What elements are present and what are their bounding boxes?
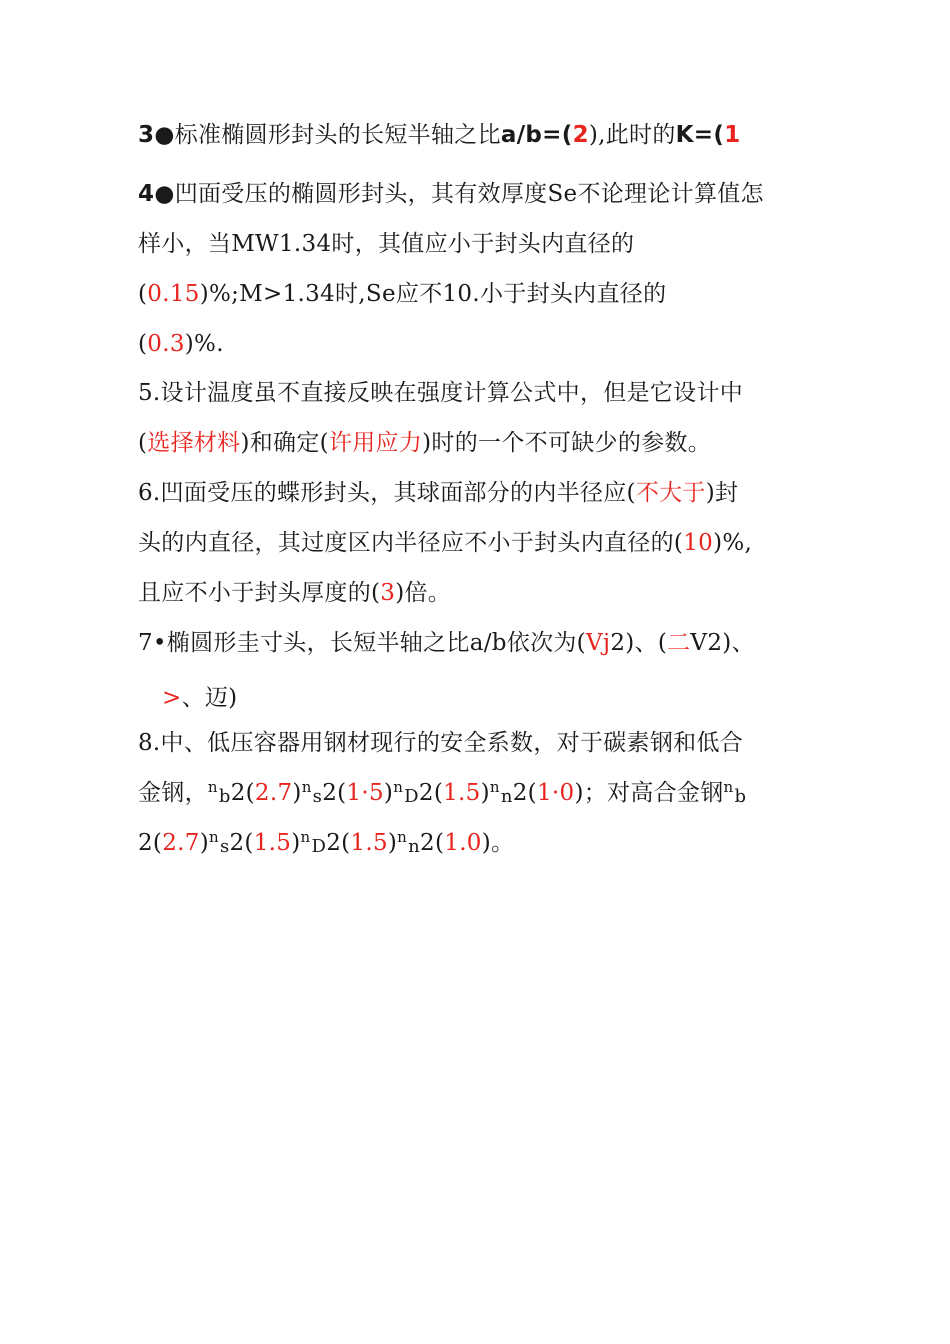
item-7-text-1c: V2)、 — [690, 630, 755, 656]
paren-close: ) — [480, 780, 490, 806]
n-symbol: n — [207, 778, 218, 796]
item-7-line-2 — [162, 683, 237, 713]
n-subscript-d: D — [311, 836, 327, 857]
item-4-line-4 — [138, 329, 224, 359]
n-subscript-s: s — [312, 786, 323, 807]
item-7-answer-3: > — [162, 685, 182, 711]
item-8-answer-nd: 1.5 — [443, 780, 481, 806]
item-3-number: 3● — [138, 122, 175, 148]
n-symbol: n — [723, 778, 734, 796]
item-4-line-2: 样小，当MW1.34时，其值应小于封头内直径的 — [138, 231, 635, 257]
item-4-text-1: 凹面受压的椭圆形封头，其有效厚度Se不论理论计算值怎 — [174, 181, 764, 207]
item-8-alloy-answer-nb: 2.7 — [162, 830, 200, 856]
n-symbol: n — [489, 778, 500, 796]
paren-close: ) — [199, 830, 209, 856]
ge-two-paren: 2( — [326, 830, 351, 856]
item-3-ab: a/b=( — [500, 122, 573, 148]
n-symbol: n — [208, 828, 219, 846]
item-5-answer-2: 许用应力 — [328, 430, 423, 456]
item-6-line-3 — [138, 578, 451, 608]
item-4-line-1 — [138, 179, 764, 209]
ge-two-paren: 2( — [229, 830, 254, 856]
item-6-answer-2: 10 — [683, 530, 714, 556]
paren-close: ) — [291, 830, 301, 856]
item-3-answer-ab: 2 — [572, 122, 589, 148]
item-6-text-3: 且应不小于封头厚度的( — [138, 580, 381, 606]
paren-close: ) — [387, 830, 398, 856]
item-5-answer-1: 选择材料 — [147, 430, 241, 456]
item-8-end: )。 — [481, 830, 515, 856]
item-6-answer-3: 3 — [380, 580, 396, 606]
item-6-text-2: 头的内直径，其过度区内半径应不小于封头内直径的( — [138, 530, 684, 556]
item-8-answer-ns: 1·5 — [346, 780, 384, 806]
ge-two-paren: 2( — [322, 780, 347, 806]
item-8-line-1: 8.中、低压容器用钢材现行的安全系数，对于碳素钢和低合 — [138, 730, 744, 756]
n-subscript-s: s — [219, 836, 230, 857]
n-subscript-n: n — [408, 836, 421, 857]
item-3-text-b: ),此时的 — [588, 122, 676, 148]
item-8-line-2 — [138, 778, 746, 810]
item-8-alloy-answer-ns: 1.5 — [253, 830, 292, 856]
n-subscript-b: b — [218, 786, 231, 807]
item-3-line — [138, 120, 741, 150]
item-3-answer-k: 1 — [724, 122, 741, 148]
item-5-text-rest: )时的一个不可缺少的参数。 — [422, 430, 712, 456]
ge-two-paren: 2( — [138, 830, 163, 856]
item-7-text-1: 7•椭圆形圭寸头，长短半轴之比a/b依次为( — [138, 630, 586, 656]
item-8-alloy-answer-nd: 1.5 — [350, 830, 388, 856]
paren-open: ( — [138, 430, 148, 456]
n-subscript-d: D — [404, 786, 419, 807]
item-6-answer-1: 不大于 — [635, 480, 706, 506]
paren-open: ( — [138, 281, 148, 307]
item-8-text-alloy: )；对高合金钢 — [574, 780, 724, 806]
n-symbol: n — [300, 828, 311, 846]
item-7-text-1b: 2)、( — [610, 630, 668, 656]
paren-close: ) — [383, 780, 394, 806]
item-6-line-1 — [138, 478, 738, 508]
item-8-answer-nb: 2.7 — [254, 780, 293, 806]
n-symbol: n — [301, 778, 312, 796]
item-8-alloy-answer-nn: 1.0 — [444, 830, 482, 856]
item-5-text-mid: )和确定( — [240, 430, 329, 456]
item-3-k: K=( — [675, 122, 725, 148]
ge-two-paren: 2( — [230, 780, 255, 806]
item-8-text-2: 金钢， — [138, 780, 208, 806]
item-5-line-2 — [138, 428, 711, 458]
n-subscript-n: n — [500, 786, 513, 807]
item-8-answer-nn: 1·0 — [536, 780, 575, 806]
n-symbol: n — [397, 828, 408, 846]
item-4-text-3: )%;M>1.34时,Se应不10.小于封头内直径的 — [199, 281, 667, 307]
item-4-answer-1: 0.15 — [147, 281, 200, 307]
ge-two-paren: 2( — [512, 780, 537, 806]
item-3-text: 标准椭圆形封头的长短半轴之比 — [174, 122, 501, 148]
item-6-text-1: 6.凹面受压的蝶形封头，其球面部分的内半径应( — [138, 480, 636, 506]
item-6-line-2 — [138, 528, 752, 558]
item-4-line-3 — [138, 279, 666, 309]
paren-close: ) — [292, 780, 302, 806]
item-7-text-2b: 、迈) — [181, 685, 238, 711]
item-6-text-3b: )倍。 — [395, 580, 452, 606]
item-5-line-1: 5.设计温度虽不直接反映在强度计算公式中，但是它设计中 — [138, 380, 744, 406]
item-4-number: 4● — [138, 181, 175, 207]
n-subscript-b: b — [734, 786, 747, 807]
n-symbol: n — [393, 778, 404, 796]
item-7-line-1 — [138, 628, 755, 658]
item-7-answer-2: 二 — [667, 630, 691, 656]
item-4-text-4: )%. — [184, 331, 224, 357]
item-8-line-3 — [138, 828, 514, 860]
item-6-text-2b: )%, — [713, 530, 753, 556]
paren-open: ( — [138, 331, 148, 357]
item-6-text-1b: )封 — [705, 480, 739, 506]
ge-two-paren: 2( — [418, 780, 444, 806]
item-4-answer-2: 0.3 — [147, 331, 185, 357]
item-7-answer-1: Vj — [585, 630, 611, 656]
ge-two-paren: 2( — [420, 830, 445, 856]
